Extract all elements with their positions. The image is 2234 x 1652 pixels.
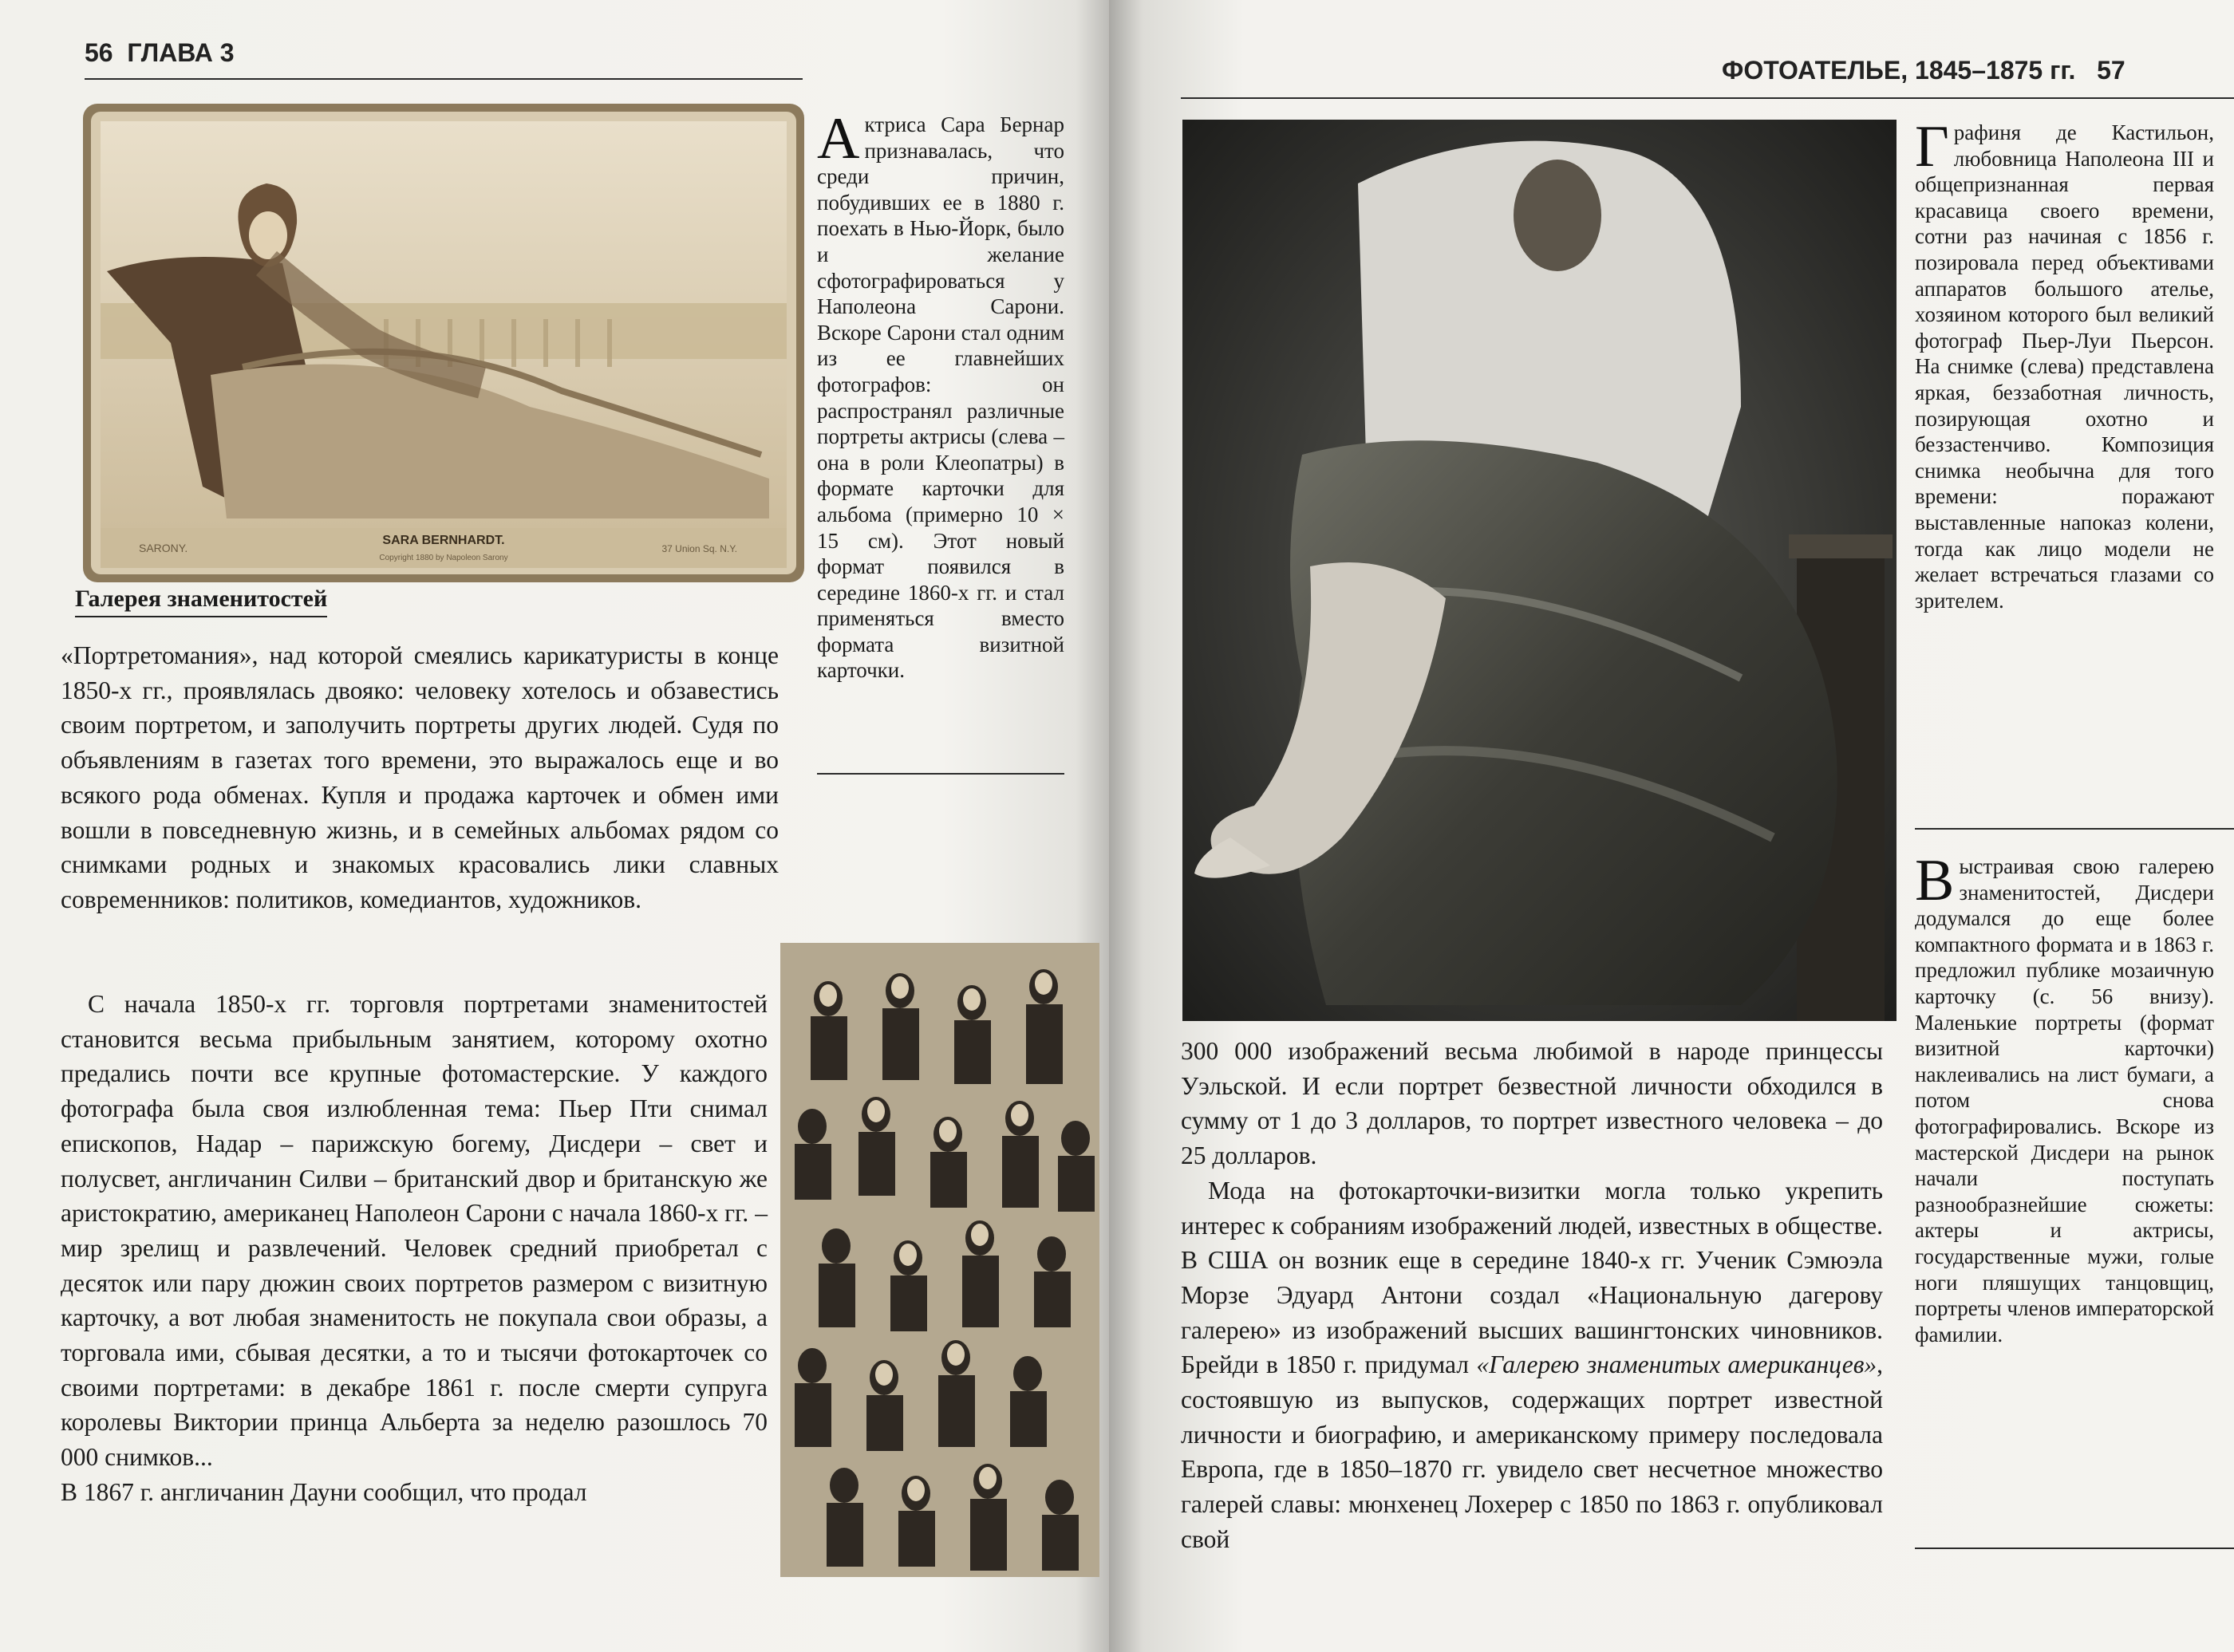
header-rule-left bbox=[85, 78, 803, 80]
dropcap-g: Г bbox=[1915, 114, 1949, 179]
running-title: ФОТОАТЕЛЬЕ, 1845–1875 гг. bbox=[1722, 56, 2076, 85]
sidebar-castiglione-text: рафиня де Кастильон, любовница Наполеона III и общепризнанная первая красавица своего времени, сотни раз начиная с 1856 г. позировала перед объективами аппаратов большого ателье, хозяином которого был великий фотограф Пьер-Луи Пьерсон. На снимке (слева) представлена яркая, беззаботная личность, позирующая охотно и беззастенчиво. Композиция снимка необычна для того времени: поражают выставленные напоказ колени, тогда как лицо модели не желает встречаться глазами со зрителем. bbox=[1915, 120, 2214, 613]
paragraph-right-2-start: Мода на фотокарточки-визитки могла только укрепить интерес к собраниям изображений людей, известных в обществе. В США он возник еще в середине 1840-х гг. Ученик Сэмюэла Морзе Эдуард Антони создал «Национальную дагерову галерею» из изображений высших вашингтонских чиновников. Брейди в 1850 г. придумал bbox=[1181, 1176, 1883, 1379]
photo-copyright-text: Copyright 1880 by Napoleon Sarony bbox=[379, 554, 508, 562]
mosaic-card-photo bbox=[780, 943, 1099, 1577]
sidebar-rule-right-1 bbox=[1915, 828, 2234, 830]
countess-portrait-image-icon bbox=[1182, 120, 1897, 1021]
sidebar-rule-right-2 bbox=[1915, 1548, 2234, 1549]
sidebar-rule-left bbox=[817, 773, 1064, 775]
main-text-lower bbox=[61, 987, 768, 1510]
photo-studio-text: SARONY. bbox=[139, 542, 188, 554]
sidebar-bernhardt bbox=[817, 106, 1064, 684]
dropcap-a: А bbox=[817, 106, 860, 172]
countess-castiglione-photo bbox=[1182, 120, 1897, 1021]
page-number-left: 56 bbox=[85, 38, 113, 67]
sara-bernhardt-photo bbox=[83, 104, 804, 582]
sidebar-disderi-text: ыстраивая свою галерею знаменитостей, Дисдери додумался до еще более компактного формата и в 1863 г. предложил публике мозаичную карточку (с. 56 внизу). Маленькие портреты (формат визитной карточки) наклеивались на лист бумаги, а потом снова фотографировались. Вскоре из мастерской Дисдери на рынок начали поступать разнообразнейшие сюжеты: актеры и актрисы, государственные мужи, голые ноги пляшущих танцовщиц, портреты членов императорской фамилии. bbox=[1915, 854, 2214, 1346]
right-page bbox=[1109, 0, 2234, 1652]
page-number-right: 57 bbox=[2097, 56, 2125, 85]
gallery-title-italic: «Галерею знаменитых американцев» bbox=[1476, 1350, 1877, 1379]
main-text-upper bbox=[61, 638, 779, 917]
sidebar-bernhardt-text: ктриса Сара Бернар признавалась, что среди причин, побудивших ее в 1880 г. поехать в Нью-Йорк, было и желание сфотографироваться у Наполеона Сарони. Вскоре Сарони стал одним из ее главнейших фотографов: он распространял различные портреты актрисы (слева – она в роли Клеопатры) в формате карточки для альбома (примерно 10 × 15 см). Этот новый формат появился в середине 1860-х гг. и стал применяться вместо формата визитной карточки. bbox=[817, 112, 1064, 683]
header-rule-right bbox=[1181, 97, 2234, 99]
photo-address-text: 37 Union Sq. N.Y. bbox=[661, 543, 737, 554]
sidebar-castiglione bbox=[1915, 114, 2214, 613]
last-line-left: В 1867 г. англичанин Дауни сообщил, что продал bbox=[61, 1477, 587, 1506]
main-text-right bbox=[1181, 1034, 1883, 1557]
mosaic-portraits-image-icon bbox=[780, 943, 1099, 1577]
paragraph-1: «Портретомания», над которой смеялись карикатуристы в конце 1850-х гг., проявлялась двояко: человеку хотелось и обзавестись своим портретом, и заполучить портреты других людей. Судя по объявлениям в газетах того времени, это выражалось еще и во всякого рода обменах. Купля и продажа карточек и обмен ими вошли в повседневную жизнь, и в семейных альбомах рядом со снимками родных и знакомых красовались лики славных современников: политиков, комедиантов, художников. bbox=[61, 641, 779, 913]
paragraph-right-2 bbox=[1181, 1173, 1883, 1557]
left-page bbox=[0, 0, 1109, 1652]
photo-name-text: SARA BERNHARDT. bbox=[382, 534, 505, 547]
sara-bernhardt-image-icon bbox=[83, 104, 804, 582]
right-page-header bbox=[1722, 56, 2125, 85]
section-title: Галерея знаменитостей bbox=[75, 585, 327, 617]
paragraph-right-2-end: , состоявшую из выпусков, содержащих портрет известной личности и биографию, и американскому примеру последовала Европа, где в 1850–1870 гг. увидело свет несчетное множество галерей славы: мюнхенец Лохерер с 1850 по 1863 г. опубликовал свой bbox=[1181, 1350, 1883, 1553]
sidebar-disderi bbox=[1915, 848, 2214, 1347]
paragraph-2: С начала 1850-х гг. торговля портретами знаменитостей становится весьма прибыльным занятием, которому охотно предались почти все крупные фотомастерские. У каждого фотографа была своя излюбленная тема: Пьер Пти снимал епископов, Надар – парижскую богему, Дисдери – свет и полусвет, англичанин Силви – британский двор и британскую же аристократию, американец Наполеон Сарони с начала 1860-х гг. – мир зрелищ и развлечений. Человек средний приобретал с десяток или пару дюжин своих портретов размером с визитную карточку, а вот любая знаменитость не покупала свои образы, а торговала ими, сбывая десятки, а то и тысячи фотокарточек со своими портретами: в декабре 1861 г. после смерти супруга королевы Виктории принца Альберта за неделю разошлось 70 000 снимков... bbox=[61, 990, 768, 1472]
chapter-title: ГЛАВА 3 bbox=[127, 38, 235, 67]
left-page-header bbox=[85, 38, 235, 68]
dropcap-v: В bbox=[1915, 848, 1955, 913]
paragraph-right-1: 300 000 изображений весьма любимой в народе принцессы Уэльской. И если портрет безвестной личности обходился в сумму от 1 до 3 долларов, то портрет известного человека – до 25 долларов. bbox=[1181, 1037, 1883, 1170]
